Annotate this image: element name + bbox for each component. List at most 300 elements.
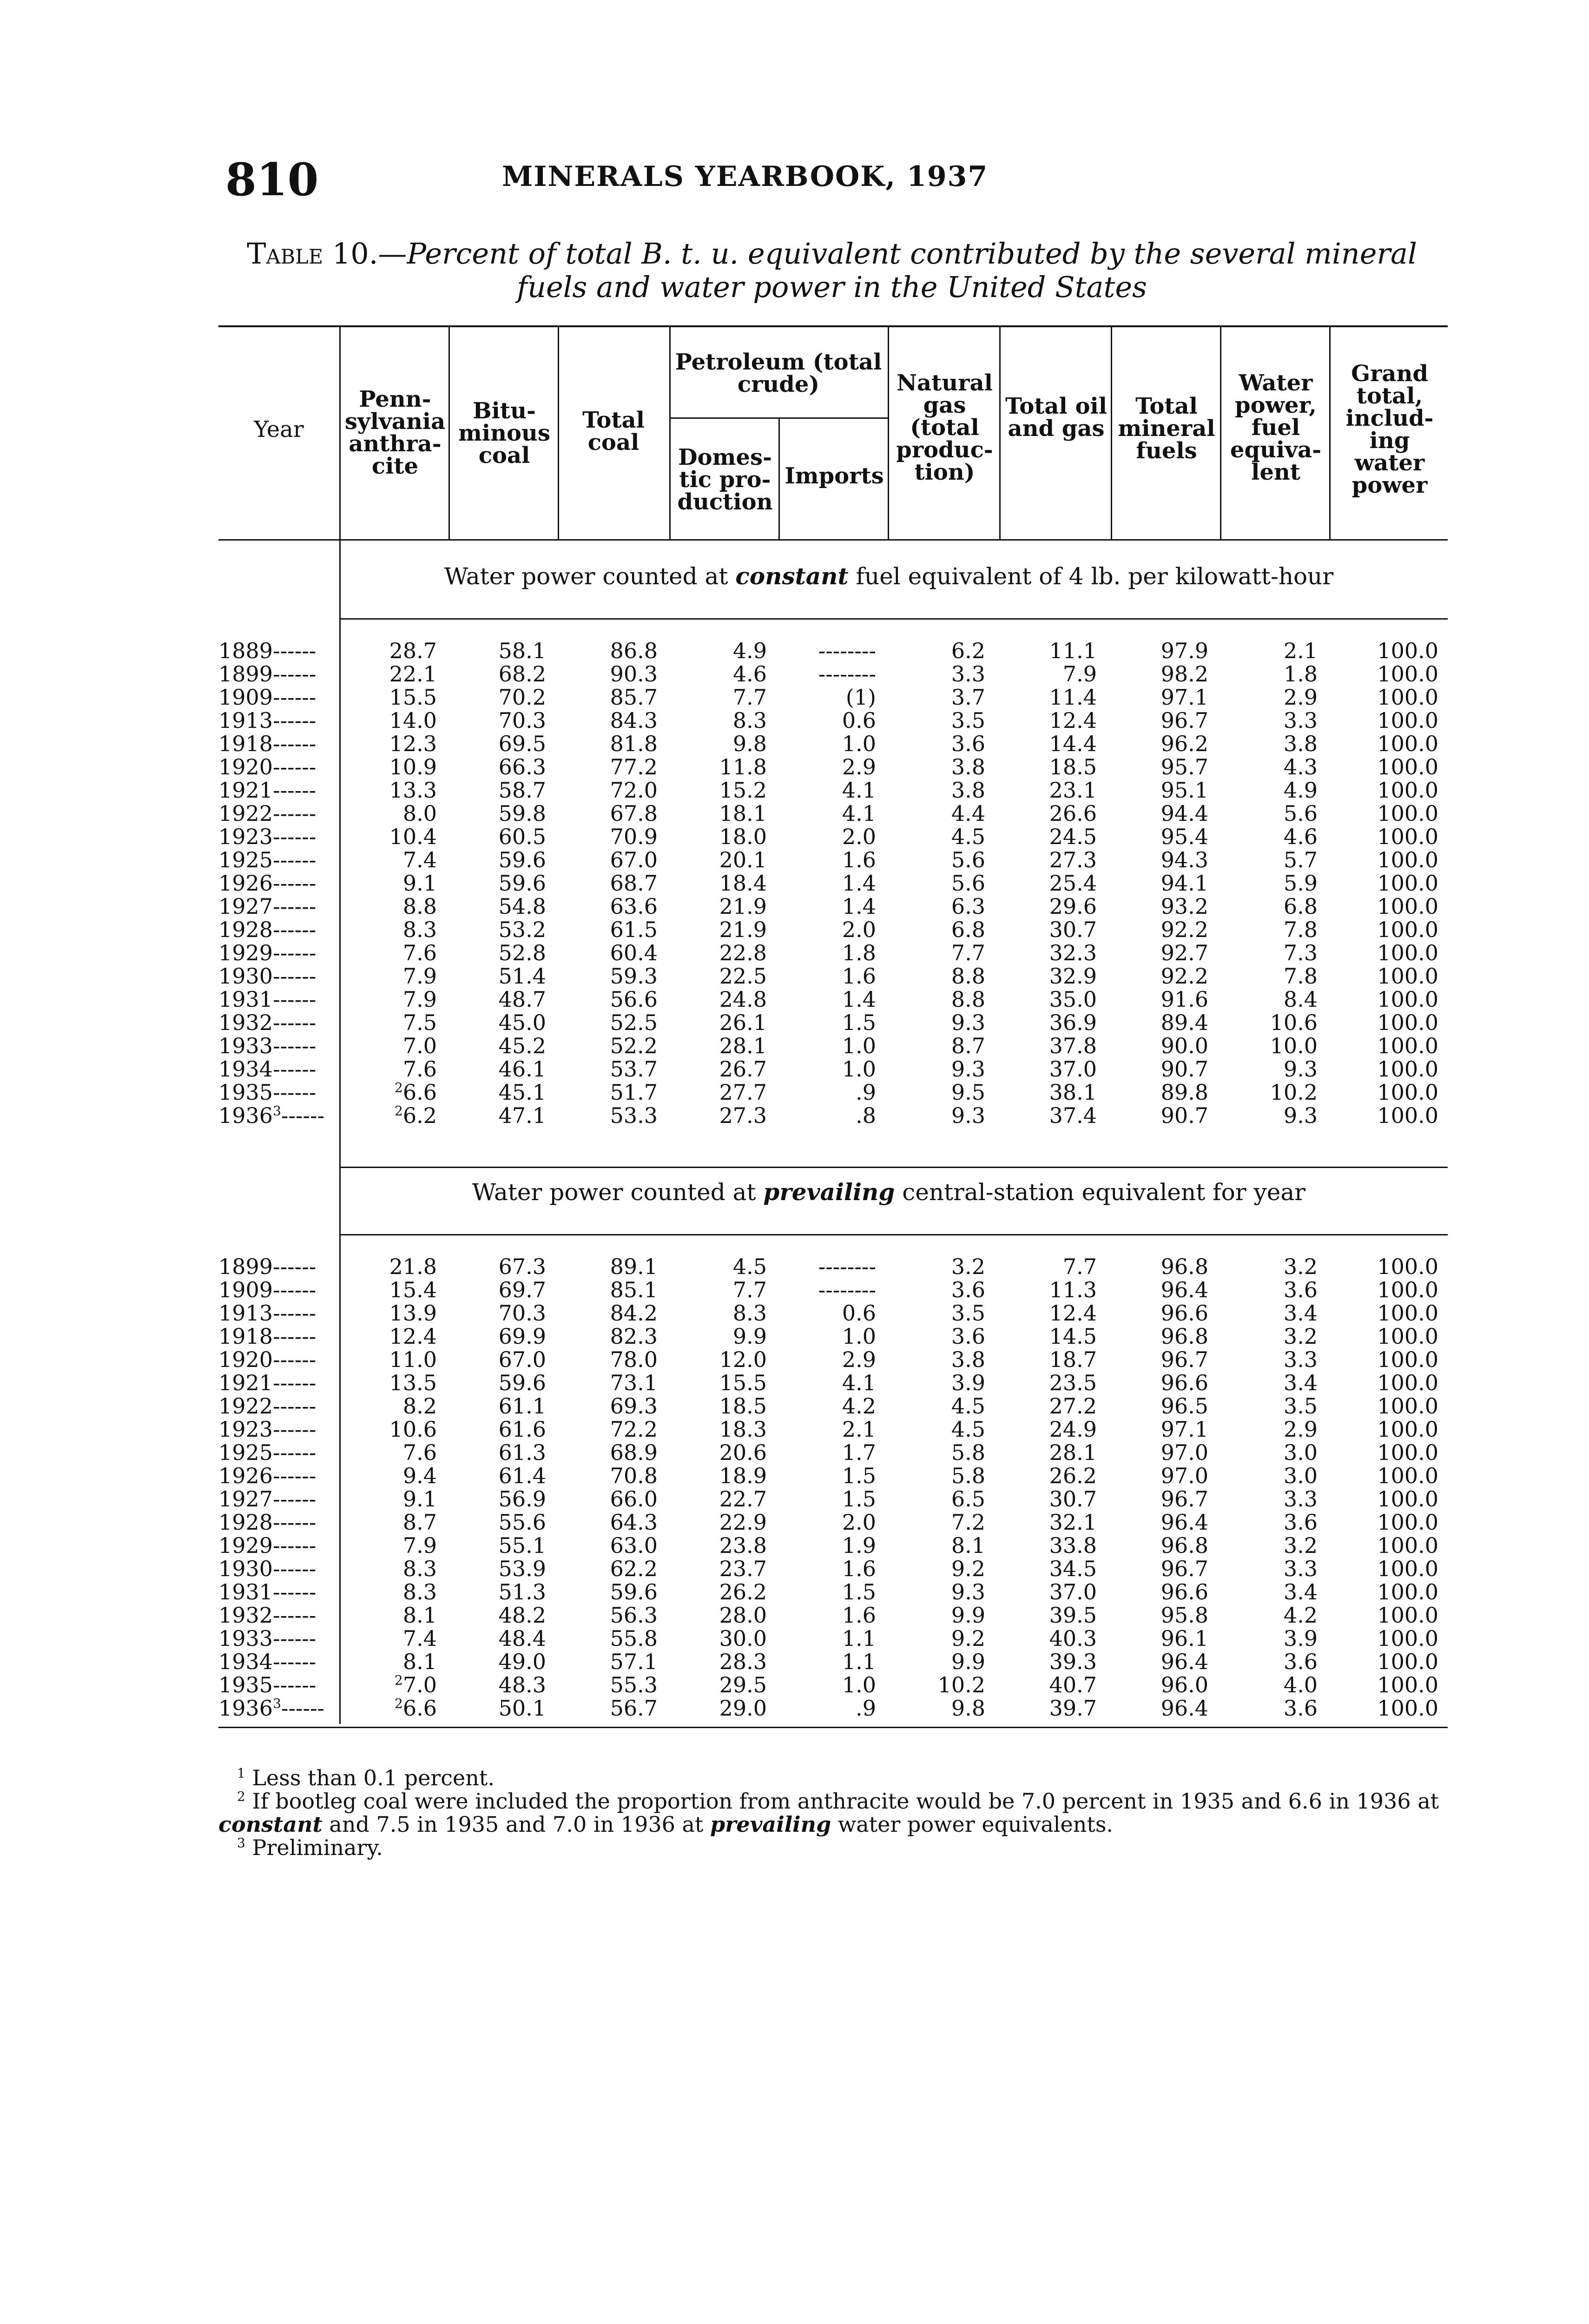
value: 85.1 — [610, 1277, 658, 1302]
cell-coal — [562, 1278, 658, 1301]
cell-grand — [1334, 1580, 1438, 1604]
value: 10.6 — [389, 1417, 437, 1442]
cell-dom — [674, 1011, 767, 1034]
cell-bit — [453, 848, 546, 872]
cell-anth — [344, 872, 437, 895]
year-label: 1923 — [218, 1417, 273, 1442]
value: 3.6 — [1283, 1649, 1318, 1674]
leader-dots: ------ — [273, 894, 316, 919]
header-year: Year — [254, 416, 304, 442]
value: 8.1 — [402, 1603, 437, 1628]
value: 9.2 — [951, 1556, 985, 1581]
cell-grand — [1334, 1011, 1438, 1034]
value: 9.9 — [951, 1603, 985, 1628]
cell-mineral — [1115, 1627, 1208, 1650]
cell-gas — [892, 1255, 985, 1278]
cell-gas — [892, 1278, 985, 1301]
column-grand — [1334, 639, 1438, 1127]
leader-dots: ------ — [273, 1056, 316, 1082]
header-total-mineral: Total mineral fuels — [1118, 393, 1215, 464]
value: 97.1 — [1160, 685, 1208, 710]
value: 1.5 — [842, 1486, 876, 1512]
header-total-oil-gas: Total oil and gas — [1005, 393, 1107, 442]
column-anth — [344, 1255, 437, 1720]
cell-bit — [453, 1255, 546, 1278]
value: 2.0 — [842, 917, 876, 942]
value: 45.0 — [498, 1010, 546, 1035]
year-label: 1930 — [218, 1556, 273, 1581]
section2-rule — [339, 1234, 1448, 1235]
cell-oilgas — [1004, 895, 1097, 918]
value: .9 — [856, 1080, 876, 1105]
cell-gas — [892, 802, 985, 825]
year-label: 1909 — [218, 1277, 273, 1302]
cell-anth — [344, 686, 437, 709]
leader-dots: ------ — [273, 824, 316, 849]
cell-imp — [783, 1627, 876, 1650]
cell-water — [1225, 639, 1318, 662]
page-number: 810 — [225, 153, 319, 206]
cell-dom — [674, 1081, 767, 1104]
cell-anth — [344, 1394, 437, 1418]
value: 30.0 — [719, 1626, 767, 1651]
cell-dom — [674, 1418, 767, 1441]
col-divider — [448, 327, 450, 539]
value: 5.7 — [1283, 847, 1318, 872]
value: 9.3 — [951, 1103, 985, 1128]
cell-water — [1225, 1034, 1318, 1057]
value: 1.1 — [842, 1626, 876, 1651]
value: 9.9 — [732, 1324, 767, 1349]
value: 3.7 — [951, 685, 985, 710]
value: 97.1 — [1160, 1417, 1208, 1442]
footnote-1 — [218, 1766, 1445, 1789]
cell-grand — [1334, 1441, 1438, 1464]
cell-year — [218, 1278, 335, 1301]
cell-oilgas — [1004, 1418, 1097, 1441]
footnote-mark: 3 — [237, 1835, 245, 1851]
year-label: 1920 — [218, 1347, 273, 1372]
cell-bit — [453, 964, 546, 988]
value: 62.2 — [610, 1556, 658, 1581]
cell-bit — [453, 1441, 546, 1464]
value: 9.8 — [732, 731, 767, 756]
cell-bit — [453, 1371, 546, 1394]
value: 66.3 — [498, 754, 546, 779]
cell-dom — [674, 732, 767, 755]
cell-bit — [453, 988, 546, 1011]
cell-dom — [674, 686, 767, 709]
cell-imp — [783, 895, 876, 918]
cell-anth — [344, 1557, 437, 1580]
cell-bit — [453, 686, 546, 709]
column-dom — [674, 639, 767, 1127]
cell-bit — [453, 662, 546, 686]
value: 6.8 — [951, 917, 985, 942]
cell-water — [1225, 1418, 1318, 1441]
value: 9.3 — [1283, 1103, 1318, 1128]
cell-mineral — [1115, 732, 1208, 755]
value: 26.2 — [1049, 1463, 1097, 1488]
cell-dom — [674, 1604, 767, 1627]
value: 2.9 — [1283, 1417, 1318, 1442]
cell-anth — [344, 732, 437, 755]
value: 45.1 — [498, 1080, 546, 1105]
value: 28.1 — [1049, 1440, 1097, 1465]
leader-dots: ------ — [273, 778, 316, 803]
footnote-mark: 1 — [237, 1765, 245, 1781]
value: 97.9 — [1160, 638, 1208, 663]
cell-bit — [453, 1627, 546, 1650]
value: 100.0 — [1377, 1417, 1438, 1442]
value: 1.4 — [842, 871, 876, 896]
cell-bit — [453, 1348, 546, 1371]
value: 51.4 — [498, 964, 546, 989]
cell-coal — [562, 1673, 658, 1697]
value: 3.4 — [1283, 1579, 1318, 1604]
value: 77.2 — [610, 754, 658, 779]
value: 3.5 — [1283, 1393, 1318, 1419]
cell-dom — [674, 918, 767, 941]
cell-gas — [892, 964, 985, 988]
value: 28.7 — [389, 638, 437, 663]
cell-grand — [1334, 1511, 1438, 1534]
cell-oilgas — [1004, 802, 1097, 825]
value: 3.0 — [1283, 1463, 1318, 1488]
cell-bit — [453, 872, 546, 895]
cell-imp — [783, 825, 876, 848]
cell-grand — [1334, 1673, 1438, 1697]
cell-anth — [344, 1673, 437, 1697]
header-bituminous: Bitu-minous coal — [458, 398, 550, 469]
cell-coal — [562, 1348, 658, 1371]
cell-oilgas — [1004, 1034, 1097, 1057]
cell-bit — [453, 755, 546, 779]
col-divider — [1111, 327, 1112, 539]
cell-gas — [892, 1034, 985, 1057]
cell-mineral — [1115, 1348, 1208, 1371]
cell-bit — [453, 1673, 546, 1697]
value: 3.8 — [951, 778, 985, 803]
cell-grand — [1334, 755, 1438, 779]
cell-imp — [783, 1580, 876, 1604]
cell-year — [218, 1394, 335, 1418]
caption-text: fuel equivalent of 4 lb. per kilowatt-hour — [848, 563, 1334, 590]
leader-dots: ------ — [273, 1080, 316, 1105]
col-divider — [669, 327, 671, 539]
cell-imp — [783, 1534, 876, 1557]
cell-anth — [344, 1011, 437, 1034]
cell-anth — [344, 755, 437, 779]
column-gas — [892, 1255, 985, 1720]
value: 5.8 — [951, 1440, 985, 1465]
cell-coal — [562, 1534, 658, 1557]
header-total-coal: Total coal — [582, 407, 645, 456]
cell-grand — [1334, 1487, 1438, 1511]
value: 7.2 — [951, 1510, 985, 1535]
value: 4.0 — [1283, 1672, 1318, 1697]
cell-bit — [453, 709, 546, 732]
value: 1.9 — [842, 1533, 876, 1558]
bottom-rule — [218, 1727, 1448, 1728]
cell-grand — [1334, 1650, 1438, 1673]
year-label: 1928 — [218, 1510, 273, 1535]
cell-imp — [783, 988, 876, 1011]
cell-water — [1225, 709, 1318, 732]
cell-mineral — [1115, 686, 1208, 709]
leader-dots: ------ — [281, 1696, 325, 1721]
value: 100.0 — [1377, 847, 1438, 872]
value: 33.8 — [1049, 1533, 1097, 1558]
cell-mineral — [1115, 1394, 1208, 1418]
cell-oilgas — [1004, 1627, 1097, 1650]
cell-coal — [562, 755, 658, 779]
cell-year — [218, 1081, 335, 1104]
value: 59.3 — [610, 964, 658, 989]
cell-bit — [453, 639, 546, 662]
cell-anth — [344, 825, 437, 848]
cell-grand — [1334, 872, 1438, 895]
cell-coal — [562, 802, 658, 825]
footnote-mark: 3 — [273, 1103, 281, 1119]
cell-water — [1225, 1011, 1318, 1034]
cell-year — [218, 895, 335, 918]
value: 72.2 — [610, 1417, 658, 1442]
header-grand-total: Grand total, includ-ing water power — [1345, 361, 1434, 498]
value: 7.8 — [1283, 964, 1318, 989]
cell-bit — [453, 941, 546, 964]
cell-mineral — [1115, 941, 1208, 964]
cell-oilgas — [1004, 1441, 1097, 1464]
cell-grand — [1334, 941, 1438, 964]
value: 12.4 — [1049, 1301, 1097, 1326]
value: 64.3 — [610, 1510, 658, 1535]
value: 57.1 — [610, 1649, 658, 1674]
value: 70.3 — [498, 1301, 546, 1326]
cell-gas — [892, 918, 985, 941]
value: 100.0 — [1377, 1626, 1438, 1651]
value: 15.2 — [719, 778, 767, 803]
cell-grand — [1334, 1604, 1438, 1627]
value: 37.0 — [1049, 1579, 1097, 1604]
cell-grand — [1334, 1301, 1438, 1325]
value: 45.2 — [498, 1033, 546, 1058]
cell-anth — [344, 1371, 437, 1394]
cell-water — [1225, 1627, 1318, 1650]
value: 30.7 — [1049, 917, 1097, 942]
section1-caption — [342, 562, 1436, 590]
cell-imp — [783, 1081, 876, 1104]
cell-year — [218, 1325, 335, 1348]
cell-bit — [453, 1301, 546, 1325]
footnote-text: water power equivalents. — [831, 1812, 1114, 1837]
leader-dots: ------ — [273, 871, 316, 896]
value: 100.0 — [1377, 801, 1438, 826]
cell-imp — [783, 1650, 876, 1673]
cell-anth — [344, 1580, 437, 1604]
value: 1.6 — [842, 1603, 876, 1628]
cell-mineral — [1115, 1325, 1208, 1348]
value: 97.0 — [1160, 1463, 1208, 1488]
value: 84.2 — [610, 1301, 658, 1326]
cell-water — [1225, 1534, 1318, 1557]
cell-coal — [562, 848, 658, 872]
value: 96.4 — [1160, 1649, 1208, 1674]
value: 8.3 — [402, 917, 437, 942]
value: 95.1 — [1160, 778, 1208, 803]
cell-dom — [674, 825, 767, 848]
value: 3.8 — [951, 754, 985, 779]
value: 18.4 — [719, 871, 767, 896]
year-label: 1927 — [218, 894, 273, 919]
cell-mineral — [1115, 1534, 1208, 1557]
cell-bit — [453, 1534, 546, 1557]
value: 7.9 — [402, 964, 437, 989]
cell-gas — [892, 779, 985, 802]
value: 3.5 — [951, 708, 985, 733]
cell-water — [1225, 732, 1318, 755]
value: 9.9 — [951, 1649, 985, 1674]
cell-gas — [892, 709, 985, 732]
year-label: 1922 — [218, 801, 273, 826]
cell-imp — [783, 1394, 876, 1418]
header-anthracite: Penn-sylvania anthra-cite — [344, 386, 446, 479]
cell-oilgas — [1004, 779, 1097, 802]
cell-oilgas — [1004, 1557, 1097, 1580]
cell-bit — [453, 1464, 546, 1487]
value: 100.0 — [1377, 1347, 1438, 1372]
value: 9.5 — [951, 1080, 985, 1105]
value: 3.2 — [1283, 1254, 1318, 1279]
cell-mineral — [1115, 1278, 1208, 1301]
value: 8.1 — [951, 1533, 985, 1558]
cell-water — [1225, 1604, 1318, 1627]
value: 100.0 — [1377, 685, 1438, 710]
value: 11.3 — [1049, 1277, 1097, 1302]
value: 60.5 — [498, 824, 546, 849]
cell-dom — [674, 1325, 767, 1348]
cell-year — [218, 848, 335, 872]
year-label: 1933 — [218, 1626, 273, 1651]
cell-dom — [674, 755, 767, 779]
value: 4.3 — [1283, 754, 1318, 779]
leader-dots: ------ — [273, 1463, 316, 1488]
cell-dom — [674, 964, 767, 988]
cell-bit — [453, 1394, 546, 1418]
year-label: 1931 — [218, 1579, 273, 1604]
footnote-emphasis: prevailing — [710, 1812, 831, 1837]
value: 68.9 — [610, 1440, 658, 1465]
value: .9 — [856, 1696, 876, 1721]
header-petroleum-group: Petroleum (total crude) — [675, 349, 882, 397]
header-bottom-rule — [218, 539, 1448, 541]
cell-gas — [892, 941, 985, 964]
cell-gas — [892, 872, 985, 895]
cell-year — [218, 709, 335, 732]
cell-water — [1225, 802, 1318, 825]
cell-water — [1225, 662, 1318, 686]
value: 96.6 — [1160, 1370, 1208, 1395]
col-divider — [558, 327, 559, 539]
value: 46.1 — [498, 1056, 546, 1082]
cell-dom — [674, 1348, 767, 1371]
value: 3.8 — [1283, 731, 1318, 756]
value: 18.3 — [719, 1417, 767, 1442]
cell-mineral — [1115, 1104, 1208, 1127]
cell-coal — [562, 918, 658, 941]
value: 4.2 — [842, 1393, 876, 1419]
value: 5.6 — [951, 871, 985, 896]
value: 25.4 — [1049, 871, 1097, 896]
cell-bit — [453, 1487, 546, 1511]
cell-year — [218, 872, 335, 895]
value: 29.0 — [719, 1696, 767, 1721]
year-label: 1913 — [218, 708, 273, 733]
value: 4.4 — [951, 801, 985, 826]
value: 22.1 — [389, 661, 437, 687]
value: 4.5 — [732, 1254, 767, 1279]
value: 96.6 — [1160, 1301, 1208, 1326]
value: 40.3 — [1049, 1626, 1097, 1651]
cell-anth — [344, 895, 437, 918]
value: 96.4 — [1160, 1696, 1208, 1721]
cell-coal — [562, 1301, 658, 1325]
leader-dots: ------ — [273, 801, 316, 826]
cell-anth — [344, 918, 437, 941]
value: 26.2 — [719, 1579, 767, 1604]
value: 6.6 — [402, 1080, 437, 1105]
cell-mineral — [1115, 918, 1208, 941]
leader-dots: ------ — [273, 987, 316, 1012]
cell-coal — [562, 1371, 658, 1394]
cell-dom — [674, 988, 767, 1011]
cell-coal — [562, 872, 658, 895]
cell-grand — [1334, 1557, 1438, 1580]
cell-gas — [892, 988, 985, 1011]
year-label: 1918 — [218, 731, 273, 756]
value: 1.0 — [842, 1056, 876, 1082]
cell-bit — [453, 1557, 546, 1580]
value: 13.5 — [389, 1370, 437, 1395]
value: 7.7 — [951, 940, 985, 965]
cell-dom — [674, 1627, 767, 1650]
leader-dots: ------ — [273, 1556, 316, 1581]
cell-imp — [783, 1034, 876, 1057]
cell-dom — [674, 779, 767, 802]
value: 3.9 — [1283, 1626, 1318, 1651]
value: 100.0 — [1377, 708, 1438, 733]
value: 6.2 — [402, 1103, 437, 1128]
cell-oilgas — [1004, 1057, 1097, 1081]
cell-anth — [344, 1104, 437, 1127]
cell-oilgas — [1004, 1011, 1097, 1034]
value: 3.3 — [1283, 1347, 1318, 1372]
cell-grand — [1334, 1697, 1438, 1720]
cell-anth — [344, 662, 437, 686]
cell-imp — [783, 918, 876, 941]
year-label: 1929 — [218, 1533, 273, 1558]
cell-dom — [674, 941, 767, 964]
cell-coal — [562, 988, 658, 1011]
cell-oilgas — [1004, 1487, 1097, 1511]
value: 100.0 — [1377, 917, 1438, 942]
cell-year — [218, 1348, 335, 1371]
value: 14.0 — [389, 708, 437, 733]
cell-mineral — [1115, 1081, 1208, 1104]
cell-coal — [562, 1650, 658, 1673]
year-label: 1931 — [218, 987, 273, 1012]
cell-oilgas — [1004, 918, 1097, 941]
